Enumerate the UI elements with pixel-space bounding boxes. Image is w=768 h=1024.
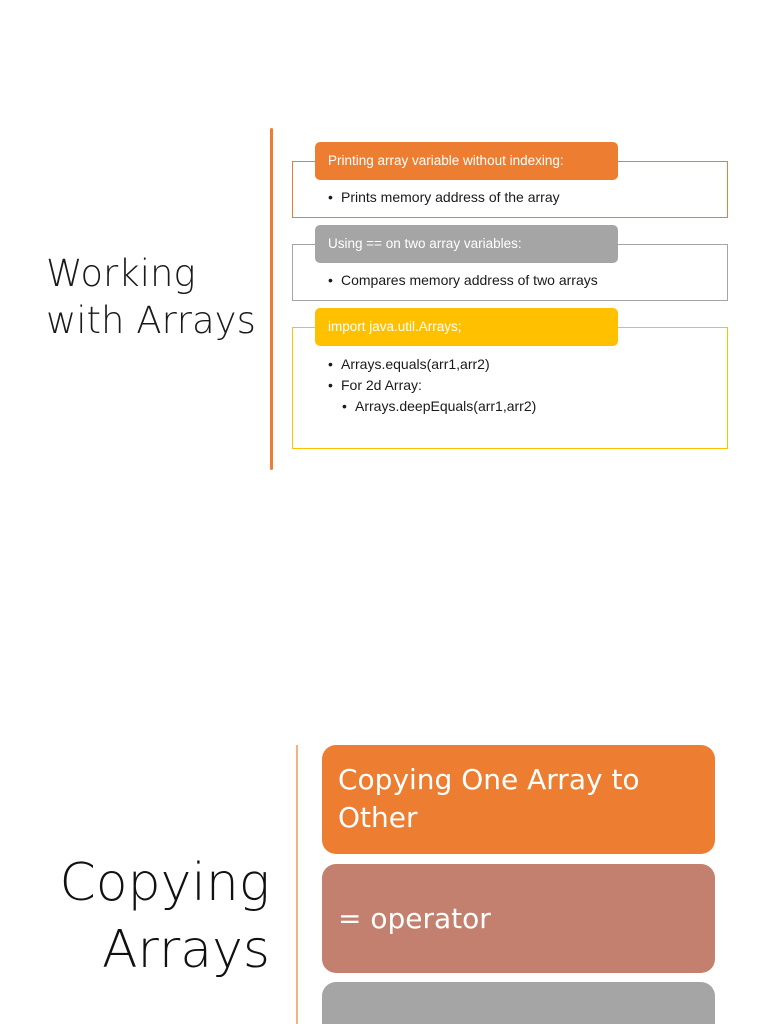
title-line: with Arrays (46, 299, 256, 342)
third-item-box (322, 982, 715, 1024)
copy-item-box: Copying One Array to Other (322, 745, 715, 854)
title-line: Arrays (101, 920, 270, 980)
title-line: Copying (59, 853, 270, 913)
slide-title-working-with-arrays (46, 250, 261, 344)
slide-title-copying-arrays (59, 850, 270, 984)
operator-item-label: = operator (338, 901, 491, 935)
sub-bullet-item: • Arrays.deepEquals(arr1,arr2) (341, 396, 727, 417)
bullet-item: • For 2d Array: (341, 375, 727, 396)
bullet-item: • Prints memory address of the array (341, 187, 727, 208)
section-header-import: import java.util.Arrays; (315, 308, 618, 346)
title-line: Working (46, 252, 196, 295)
bullet-item: • Arrays.equals(arr1,arr2) (341, 354, 727, 375)
vertical-divider (296, 745, 298, 1024)
bullet-item: • Compares memory address of two arrays (341, 270, 727, 291)
section-header-printing: Printing array variable without indexing: (315, 142, 618, 180)
section-header-equality: Using == on two array variables: (315, 225, 618, 263)
operator-item-box (322, 864, 715, 973)
vertical-divider (270, 128, 273, 470)
